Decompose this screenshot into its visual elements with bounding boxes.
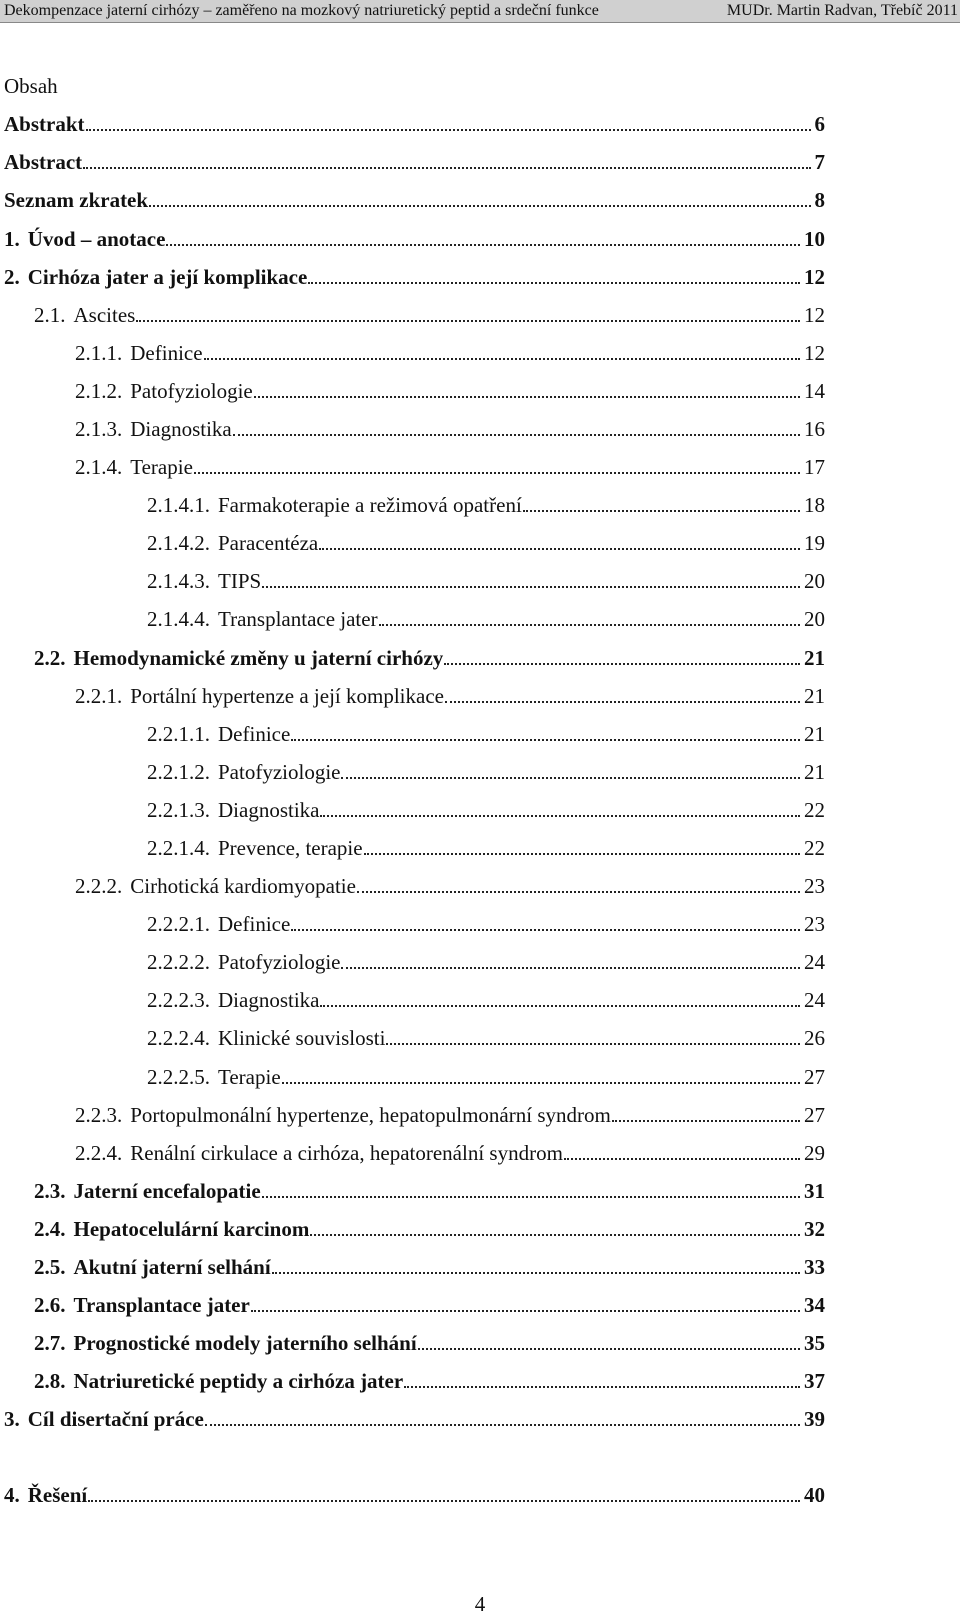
toc-entry-number: 2.2.2. — [75, 874, 123, 898]
toc-entry-page: 17 — [804, 455, 825, 479]
toc-entry-number: 2.2.2.1. — [147, 912, 210, 936]
toc-leader-dots — [205, 1423, 800, 1426]
toc-leader-dots — [319, 547, 800, 550]
toc-entry[interactable] — [75, 415, 825, 443]
toc-entry-number: 2.2.1. — [75, 684, 123, 708]
toc-entry-title: Diagnostika — [218, 798, 320, 822]
toc-entry[interactable] — [4, 186, 825, 214]
toc-entry-number: 2.1.4.1. — [147, 493, 210, 517]
toc-entry-page: 12 — [804, 265, 825, 289]
toc-entry-title: Transplantace jater — [73, 1293, 250, 1317]
toc-entry-page: 37 — [804, 1369, 825, 1393]
toc-entry-page: 39 — [804, 1407, 825, 1431]
toc-entry-number: 2.2.1.3. — [147, 798, 210, 822]
toc-entry-number: 2.2.2.5. — [147, 1065, 210, 1089]
toc-entry-number: 2.2.1.1. — [147, 722, 210, 746]
toc-entry-page: 20 — [804, 607, 825, 631]
toc-entry-number: 2.5. — [34, 1255, 66, 1279]
toc-entry-title: Definice — [130, 341, 203, 365]
toc-leader-dots — [612, 1119, 800, 1122]
toc-entry[interactable] — [4, 110, 825, 138]
toc-leader-dots — [233, 433, 800, 436]
toc-entry-page: 18 — [804, 493, 825, 517]
toc-entry-page: 22 — [804, 836, 825, 860]
toc-leader-dots — [444, 662, 800, 665]
toc-leader-dots — [194, 471, 800, 474]
toc-leader-dots — [262, 1195, 800, 1198]
toc-entry-title: Diagnostika — [218, 988, 320, 1012]
toc-entry[interactable] — [75, 339, 825, 367]
toc-entry-title: Abstract — [4, 150, 83, 174]
toc-leader-dots — [88, 1499, 800, 1502]
toc-leader-dots — [445, 700, 800, 703]
toc-entry[interactable] — [147, 491, 825, 519]
toc-entry-page: 12 — [804, 303, 825, 327]
toc-entry-number: 2.1. — [34, 303, 66, 327]
toc-entry-page: 32 — [804, 1217, 825, 1241]
toc-entry-page: 26 — [804, 1026, 825, 1050]
toc-leader-dots — [379, 623, 800, 626]
toc-entry-title: Řešení — [27, 1483, 88, 1507]
toc-entry-title: Hepatocelulární karcinom — [73, 1217, 310, 1241]
toc-leader-dots — [262, 585, 800, 588]
toc-entry-number: 2.2.1.4. — [147, 836, 210, 860]
toc-entry-page: 12 — [804, 341, 825, 365]
toc-entry[interactable] — [75, 377, 825, 405]
toc-entry[interactable] — [75, 1139, 825, 1167]
toc-leader-dots — [357, 890, 800, 893]
toc-entry-number: 1. — [4, 227, 20, 251]
toc-entry[interactable] — [4, 1481, 825, 1509]
toc-entry-page: 23 — [804, 874, 825, 898]
toc-entry-title: Prognostické modely jaterního selhání — [73, 1331, 417, 1355]
toc-entry-page: 14 — [804, 379, 825, 403]
toc-leader-dots — [282, 1081, 800, 1084]
toc-leader-dots — [386, 1042, 800, 1045]
toc-entry[interactable] — [34, 301, 825, 329]
toc-entry[interactable] — [147, 796, 825, 824]
toc-entry-title: Cirhóza jater a její komplikace — [27, 265, 308, 289]
toc-entry-title: Renální cirkulace a cirhóza, hepatorenální syndrom — [130, 1141, 563, 1165]
toc-entry-page: 16 — [804, 417, 825, 441]
toc-leader-dots — [149, 204, 810, 207]
toc-entry-number: 3. — [4, 1407, 20, 1431]
toc-entry-number: 2.2.3. — [75, 1103, 123, 1127]
toc-entry[interactable] — [147, 1024, 825, 1052]
toc-entry-title: Portopulmonální hypertenze, hepatopulmonární syndrom — [130, 1103, 611, 1127]
toc-leader-dots — [254, 395, 800, 398]
toc-entry-page: 6 — [814, 112, 825, 136]
toc-entry-number: 2.2.2.4. — [147, 1026, 210, 1050]
toc-entry-title: Ascites — [73, 303, 136, 327]
toc-leader-dots — [166, 243, 800, 246]
toc-entry-number: 2.1.3. — [75, 417, 123, 441]
toc-entry[interactable] — [4, 225, 825, 253]
header-author: MUDr. Martin Radvan, Třebíč 2011 — [726, 2, 958, 19]
toc-entry-page: 23 — [804, 912, 825, 936]
toc-entry[interactable] — [34, 1215, 825, 1243]
toc-entry-number: 2.7. — [34, 1331, 66, 1355]
toc-leader-dots — [291, 738, 800, 741]
toc-entry-title: Úvod – anotace — [27, 227, 166, 251]
toc-entry-page: 40 — [804, 1483, 825, 1507]
toc-leader-dots — [364, 852, 800, 855]
toc-entry-number: 2.1.4. — [75, 455, 123, 479]
toc-entry-number: 2.6. — [34, 1293, 66, 1317]
toc-entry-number: 2. — [4, 265, 20, 289]
toc-entry[interactable] — [75, 872, 825, 900]
toc-entry-title: TIPS — [218, 569, 262, 593]
toc-entry-title: Terapie — [130, 455, 193, 479]
toc-entry-number: 2.1.4.3. — [147, 569, 210, 593]
toc-entry-number: 2.3. — [34, 1179, 66, 1203]
toc-leader-dots — [86, 128, 811, 131]
toc-entry-title: Patofyziologie — [130, 379, 253, 403]
toc-leader-dots — [310, 1233, 800, 1236]
toc-entry-page: 34 — [804, 1293, 825, 1317]
toc-entry-page: 24 — [804, 988, 825, 1012]
toc-leader-dots — [320, 1004, 800, 1007]
toc-entry-title: Terapie — [218, 1065, 281, 1089]
toc-entry-title: Cíl disertační práce — [27, 1407, 204, 1431]
toc-entry[interactable] — [34, 1253, 825, 1281]
toc-entry-title: Definice — [218, 722, 291, 746]
toc-entry[interactable] — [147, 986, 825, 1014]
toc-entry-number: 2.2.2.3. — [147, 988, 210, 1012]
toc-leader-dots — [418, 1347, 800, 1350]
toc-entry-number: 2.1.4.4. — [147, 607, 210, 631]
toc-leader-dots — [204, 357, 800, 360]
toc-entry-title: Paracentéza — [218, 531, 319, 555]
toc-leader-dots — [291, 928, 800, 931]
toc-entry-title: Natriuretické peptidy a cirhóza jater — [73, 1369, 404, 1393]
toc-entry[interactable] — [147, 948, 825, 976]
toc-entry[interactable] — [147, 1063, 825, 1091]
toc-entry-number: 2.1.2. — [75, 379, 123, 403]
toc-entry-page: 24 — [804, 950, 825, 974]
toc-entry-number: 2.2.4. — [75, 1141, 123, 1165]
toc-entry-page: 27 — [804, 1103, 825, 1127]
toc-entry-number: 2.2. — [34, 646, 66, 670]
toc-entry-page: 35 — [804, 1331, 825, 1355]
toc-entry-title: Diagnostika — [130, 417, 232, 441]
toc-entry-title: Transplantace jater — [218, 607, 378, 631]
toc-entry-title: Seznam zkratek — [4, 188, 149, 212]
toc-title: Obsah — [4, 74, 58, 98]
toc-entry-title: Akutní jaterní selhání — [73, 1255, 271, 1279]
toc-entry-number: 2.1.4.2. — [147, 531, 210, 555]
toc-entry[interactable] — [147, 720, 825, 748]
toc-entry[interactable] — [4, 148, 825, 176]
toc-entry-page: 7 — [814, 150, 825, 174]
toc-entry-page: 21 — [804, 760, 825, 784]
toc-entry[interactable] — [147, 758, 825, 786]
toc-leader-dots — [341, 966, 800, 969]
toc-leader-dots — [523, 509, 800, 512]
toc-entry-title: Definice — [218, 912, 291, 936]
toc-entry[interactable] — [147, 605, 825, 633]
toc-entry-page: 21 — [804, 722, 825, 746]
toc-leader-dots — [136, 319, 800, 322]
toc-entry-title: Jaterní encefalopatie — [73, 1179, 261, 1203]
toc-entry[interactable] — [34, 1291, 825, 1319]
toc-entry[interactable] — [147, 567, 825, 595]
toc-entry[interactable] — [34, 1367, 825, 1395]
toc-leader-dots — [308, 281, 800, 284]
toc-leader-dots — [83, 166, 810, 169]
toc-leader-dots — [272, 1271, 800, 1274]
toc-entry[interactable] — [147, 834, 825, 862]
toc-entry[interactable] — [75, 453, 825, 481]
toc-entry-page: 33 — [804, 1255, 825, 1279]
toc-leader-dots — [251, 1309, 800, 1312]
toc-entry-page: 22 — [804, 798, 825, 822]
toc-leader-dots — [320, 814, 800, 817]
toc-entry-title: Klinické souvislosti — [218, 1026, 386, 1050]
toc-entry-title: Prevence, terapie — [218, 836, 363, 860]
toc-entry[interactable] — [34, 644, 825, 672]
toc-entry-title: Patofyziologie — [218, 950, 341, 974]
toc-entry-number: 2.8. — [34, 1369, 66, 1393]
header-title: Dekompenzace jaterní cirhózy – zaměřeno na mozkový natriuretický peptid a srdeční funkce — [4, 2, 599, 19]
toc-leader-dots — [564, 1157, 800, 1160]
toc-entry-number: 2.2.2.2. — [147, 950, 210, 974]
toc-entry-page: 20 — [804, 569, 825, 593]
toc-entry-number: 2.2.1.2. — [147, 760, 210, 784]
toc-entry-number: 2.1.1. — [75, 341, 123, 365]
toc-entry-title: Abstrakt — [4, 112, 85, 136]
toc-entry-title: Cirhotická kardiomyopatie — [130, 874, 356, 898]
toc-entry[interactable] — [147, 910, 825, 938]
header-divider — [0, 22, 960, 23]
toc-entry[interactable] — [4, 1405, 825, 1433]
toc-entry-number: 2.4. — [34, 1217, 66, 1241]
toc-entry-page: 21 — [804, 684, 825, 708]
toc-entry-page: 29 — [804, 1141, 825, 1165]
toc-leader-dots — [341, 776, 800, 779]
toc-entry-page: 21 — [804, 646, 825, 670]
toc-entry[interactable] — [75, 682, 825, 710]
toc-entry-title: Farmakoterapie a režimová opatření — [218, 493, 522, 517]
toc-entry-title: Patofyziologie — [218, 760, 341, 784]
toc-entry-page: 8 — [814, 188, 825, 212]
toc-entry-page: 31 — [804, 1179, 825, 1203]
toc-entry-title: Hemodynamické změny u jaterní cirhózy — [73, 646, 444, 670]
toc-entry[interactable] — [34, 1329, 825, 1357]
toc-entry[interactable] — [147, 529, 825, 557]
toc-entry-number: 4. — [4, 1483, 20, 1507]
toc-entry[interactable] — [34, 1177, 825, 1205]
toc-entry-page: 19 — [804, 531, 825, 555]
toc-entry-page: 27 — [804, 1065, 825, 1089]
toc-entry-page: 10 — [804, 227, 825, 251]
toc-entry[interactable] — [75, 1101, 825, 1129]
toc-leader-dots — [404, 1385, 800, 1388]
running-header — [0, 0, 960, 22]
toc-entry-title: Portální hypertenze a její komplikace — [130, 684, 444, 708]
page-number: 4 — [474, 1592, 486, 1616]
toc-entry[interactable] — [4, 263, 825, 291]
